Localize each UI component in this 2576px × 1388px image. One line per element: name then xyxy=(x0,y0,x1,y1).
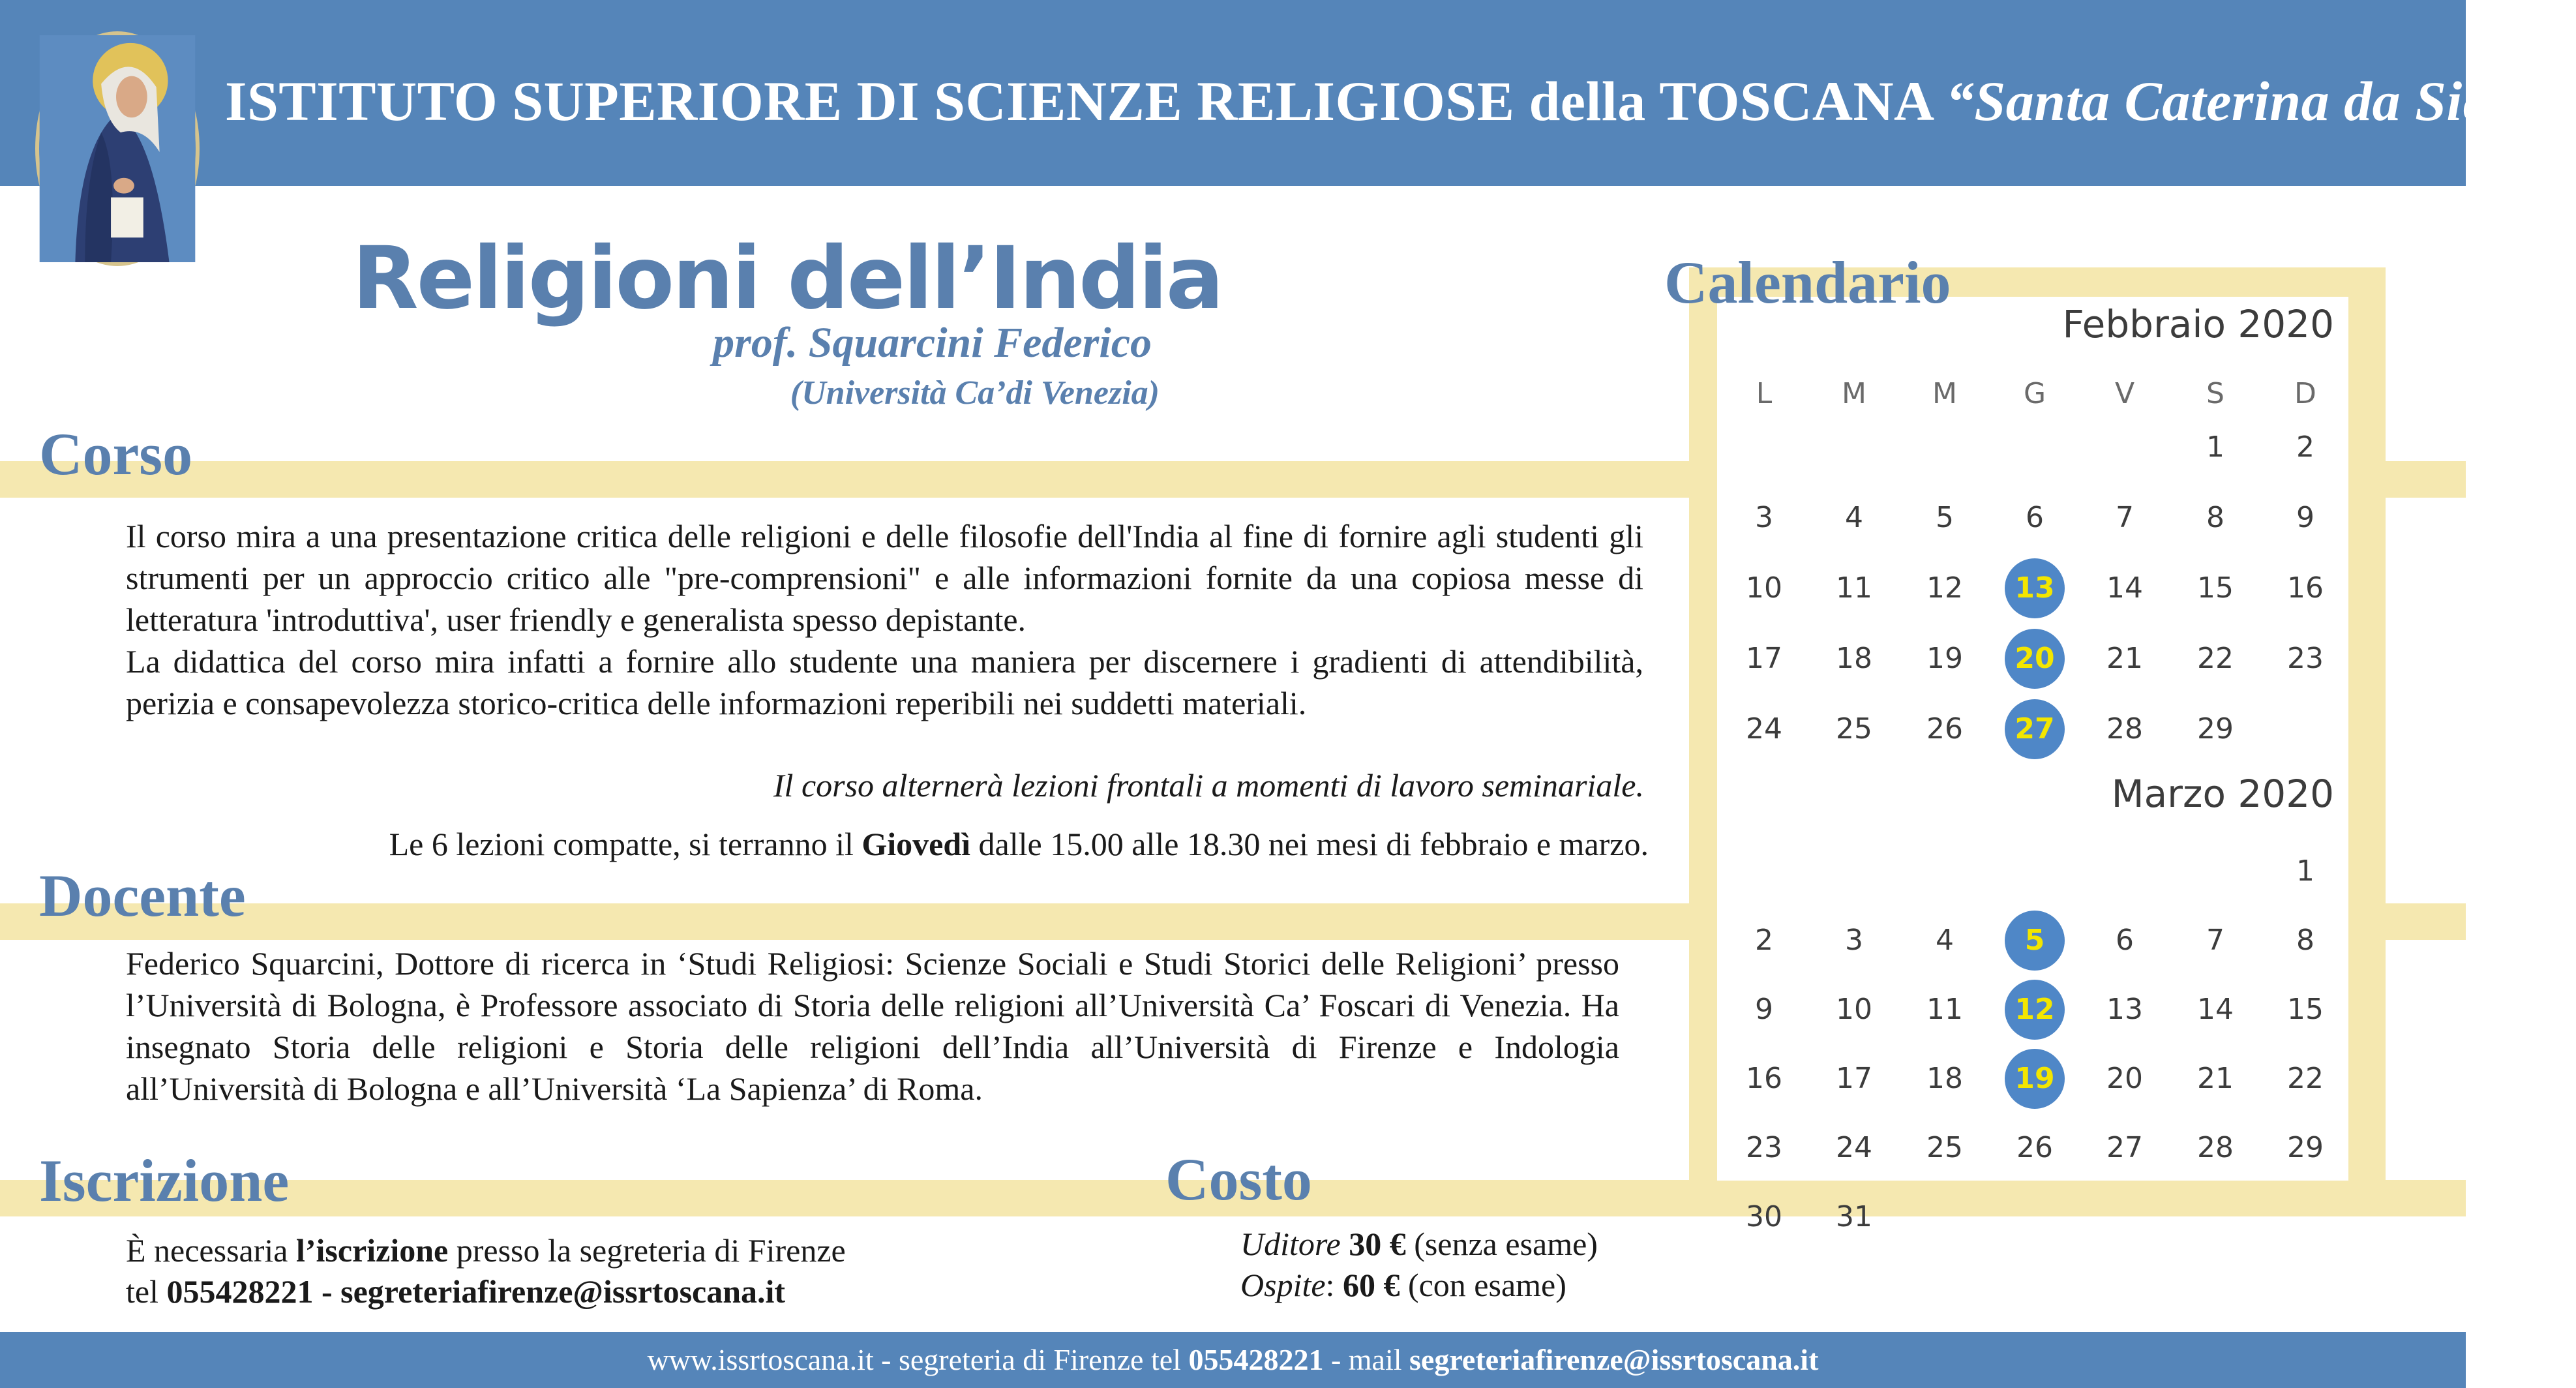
calendar-day[interactable]: 6 xyxy=(2026,501,2044,534)
calendar-day[interactable]: 13 xyxy=(2106,993,2143,1026)
calendar-day-highlighted[interactable]: 5 xyxy=(2005,911,2065,971)
ospite-price: 60 € xyxy=(1342,1267,1400,1303)
calendar-day[interactable]: 22 xyxy=(2287,1062,2324,1095)
calendar-day[interactable]: 11 xyxy=(1926,993,1963,1026)
saint-icon xyxy=(39,35,196,262)
calendar-day[interactable]: 15 xyxy=(2197,571,2234,605)
institute-name: ISTITUTO SUPERIORE DI SCIENZE RELIGIOSE della TOSCANA xyxy=(225,70,1932,132)
calendar-day[interactable]: 16 xyxy=(2287,571,2324,605)
footer-contacts xyxy=(0,1342,2466,1377)
docente-heading: Docente xyxy=(39,862,246,929)
footer-email[interactable]: segreteriafirenze@issrtoscana.it xyxy=(1409,1343,1819,1376)
calendar-day[interactable]: 14 xyxy=(2197,993,2234,1026)
calendar-day[interactable]: 25 xyxy=(1836,712,1872,746)
calendar-day[interactable]: 17 xyxy=(1836,1062,1872,1095)
professor-university: (Università Ca’di Venezia) xyxy=(790,374,1160,412)
calendar-day[interactable]: 16 xyxy=(1746,1062,1782,1095)
calendar-day[interactable]: 9 xyxy=(1755,993,1773,1026)
corso-schedule xyxy=(389,825,1649,863)
calendar-day[interactable]: 10 xyxy=(1836,993,1872,1026)
iscrizione-bold: l’iscrizione xyxy=(295,1232,449,1269)
calendar-day[interactable]: 12 xyxy=(1926,571,1963,605)
corso-heading: Corso xyxy=(39,421,193,487)
calendar-day[interactable]: 3 xyxy=(1755,501,1773,534)
calendar-day[interactable]: 21 xyxy=(2197,1062,2234,1095)
calendar-day[interactable]: 8 xyxy=(2206,501,2224,534)
calendar-day[interactable]: 24 xyxy=(1746,712,1782,746)
docente-bio: Federico Squarcini, Dottore di ricerca in ‘Studi Religiosi: Scienze Sociali e Studi Storici delle Religioni’ presso l’Università di Bologna, è Professore associato di Storia delle religioni all’Università Ca’ Foscari di Venezia. Ha insegnato Storia delle religioni e Storia delle religioni dell’India all’Università di Firenze e Indologia all’Università di Bologna e all’Università ‘La Sapienza’ di Roma. xyxy=(126,945,1619,1107)
month-title: Marzo 2020 xyxy=(2111,772,2334,816)
calendar-day[interactable]: 29 xyxy=(2197,712,2234,746)
ospite-colon: : xyxy=(1325,1267,1343,1303)
weekday-label: V xyxy=(2114,377,2135,410)
iscrizione-line-1 xyxy=(126,1231,846,1269)
calendar-day[interactable]: 9 xyxy=(2296,501,2314,534)
calendar-day[interactable]: 31 xyxy=(1836,1200,1872,1233)
calendar-day[interactable]: 23 xyxy=(2287,642,2324,675)
institute-title xyxy=(225,68,2576,134)
calendar-day[interactable]: 30 xyxy=(1746,1200,1782,1233)
corso-note: Il corso alternerà lezioni frontali a momenti di lavoro seminariale. xyxy=(773,767,1644,804)
calendar-day[interactable]: 18 xyxy=(1926,1062,1963,1095)
calendar-day[interactable]: 6 xyxy=(2116,924,2134,957)
ospite-note: (con esame) xyxy=(1400,1267,1566,1303)
course-title: Religioni dell’India xyxy=(352,228,1222,329)
calendar-day-highlighted[interactable]: 12 xyxy=(2005,980,2065,1040)
calendar-day[interactable]: 1 xyxy=(2296,854,2314,888)
calendar-day[interactable]: 23 xyxy=(1746,1131,1782,1164)
weekday-label: M xyxy=(1842,377,1866,410)
costo-heading: Costo xyxy=(1165,1146,1312,1213)
calendar-day[interactable]: 10 xyxy=(1746,571,1782,605)
calendar-day[interactable]: 19 xyxy=(1926,642,1963,675)
professor-name: prof. Squarcini Federico xyxy=(713,319,1152,367)
uditore-note: (senza esame) xyxy=(1405,1226,1598,1262)
calendar-day[interactable]: 5 xyxy=(1936,501,1954,534)
calendar-day[interactable]: 24 xyxy=(1836,1131,1872,1164)
costo-ospite xyxy=(1240,1266,1566,1304)
iscrizione-post: presso la segreteria di Firenze xyxy=(448,1232,846,1269)
weekday-label: D xyxy=(2294,377,2316,410)
schedule-post: dalle 15.00 alle 18.30 nei mesi di febbraio e marzo. xyxy=(970,826,1649,862)
schedule-day: Giovedì xyxy=(861,826,971,862)
calendar-day[interactable]: 1 xyxy=(2206,430,2224,464)
calendar-day[interactable]: 14 xyxy=(2106,571,2143,605)
calendar-day-highlighted[interactable]: 20 xyxy=(2005,629,2065,689)
iscrizione-heading: Iscrizione xyxy=(39,1147,290,1214)
footer-site[interactable]: www.issrtoscana.it xyxy=(647,1343,874,1376)
calendar-day[interactable]: 21 xyxy=(2106,642,2143,675)
calendar-day[interactable]: 4 xyxy=(1936,924,1954,957)
corso-paragraph-1: Il corso mira a una presentazione critica delle religioni e delle filosofie dell'India al fine di fornire agli studenti gli strumenti per un approccio critico alle "pre-comprensioni" e alle informazioni fornite da una copiosa messe di letteratura 'introduttiva', user friendly e generalista spesso depistante. xyxy=(126,518,1643,638)
calendario-heading: Calendario xyxy=(1664,249,1951,316)
saint-portrait xyxy=(35,31,200,266)
institute-subtitle: “Santa Caterina da Siena” xyxy=(1945,70,2576,132)
calendar-day[interactable]: 17 xyxy=(1746,642,1782,675)
calendar-day[interactable]: 27 xyxy=(2106,1131,2143,1164)
calendar-day[interactable]: 2 xyxy=(1755,924,1773,957)
calendar-day[interactable]: 7 xyxy=(2116,501,2134,534)
schedule-pre: Le 6 lezioni compatte, si terranno il xyxy=(389,826,862,862)
calendar-day[interactable]: 26 xyxy=(2016,1131,2053,1164)
calendar-day[interactable]: 20 xyxy=(2106,1062,2143,1095)
tel-label: tel xyxy=(126,1273,167,1310)
weekday-label: M xyxy=(1932,377,1957,410)
calendar-day[interactable]: 8 xyxy=(2296,924,2314,957)
calendar-day[interactable]: 18 xyxy=(1836,642,1872,675)
calendar-day[interactable]: 11 xyxy=(1836,571,1872,605)
footer-phone[interactable]: 055428221 xyxy=(1188,1343,1324,1376)
footer-mid: - segreteria di Firenze tel xyxy=(873,1343,1189,1376)
calendar-day[interactable]: 28 xyxy=(2197,1131,2234,1164)
calendar-day[interactable]: 29 xyxy=(2287,1131,2324,1164)
weekday-label: G xyxy=(2023,377,2046,410)
calendar-day[interactable]: 7 xyxy=(2206,924,2224,957)
calendar-day[interactable]: 2 xyxy=(2296,430,2314,464)
iscrizione-pre: È necessaria xyxy=(126,1232,296,1269)
iscrizione-phone[interactable]: 055428221 xyxy=(166,1273,314,1310)
iscrizione-sep: - xyxy=(313,1273,341,1310)
calendar-day[interactable]: 28 xyxy=(2106,712,2143,746)
calendar-day[interactable]: 3 xyxy=(1845,924,1863,957)
ospite-label: Ospite xyxy=(1240,1267,1326,1303)
calendar-day-highlighted[interactable]: 27 xyxy=(2005,699,2065,759)
uditore-price: 30 € xyxy=(1349,1226,1406,1262)
calendar-day[interactable]: 26 xyxy=(1926,712,1963,746)
weekday-label: L xyxy=(1756,377,1773,410)
uditore-label: Uditore xyxy=(1240,1226,1341,1262)
calendar-day[interactable]: 15 xyxy=(2287,993,2324,1026)
calendar-day-highlighted[interactable]: 19 xyxy=(2005,1049,2065,1109)
footer-mail-label: - mail xyxy=(1323,1343,1410,1376)
iscrizione-email[interactable]: segreteriafirenze@issrtoscana.it xyxy=(340,1273,786,1310)
costo-uditore xyxy=(1240,1225,1598,1263)
calendar-day[interactable]: 22 xyxy=(2197,642,2234,675)
month-title: Febbraio 2020 xyxy=(2062,302,2334,346)
calendar-day[interactable]: 25 xyxy=(1926,1131,1963,1164)
iscrizione-line-2 xyxy=(126,1273,785,1310)
weekday-label: S xyxy=(2206,377,2224,410)
calendar-day[interactable]: 4 xyxy=(1845,501,1863,534)
calendar-day-highlighted[interactable]: 13 xyxy=(2005,558,2065,618)
corso-paragraph-2: La didattica del corso mira infatti a fornire allo studente una maniera per discernere i gradienti di attendibilità, perizia e consapevolezza storico-critica delle informazioni reperibili nei suddetti materiali. xyxy=(126,643,1643,721)
